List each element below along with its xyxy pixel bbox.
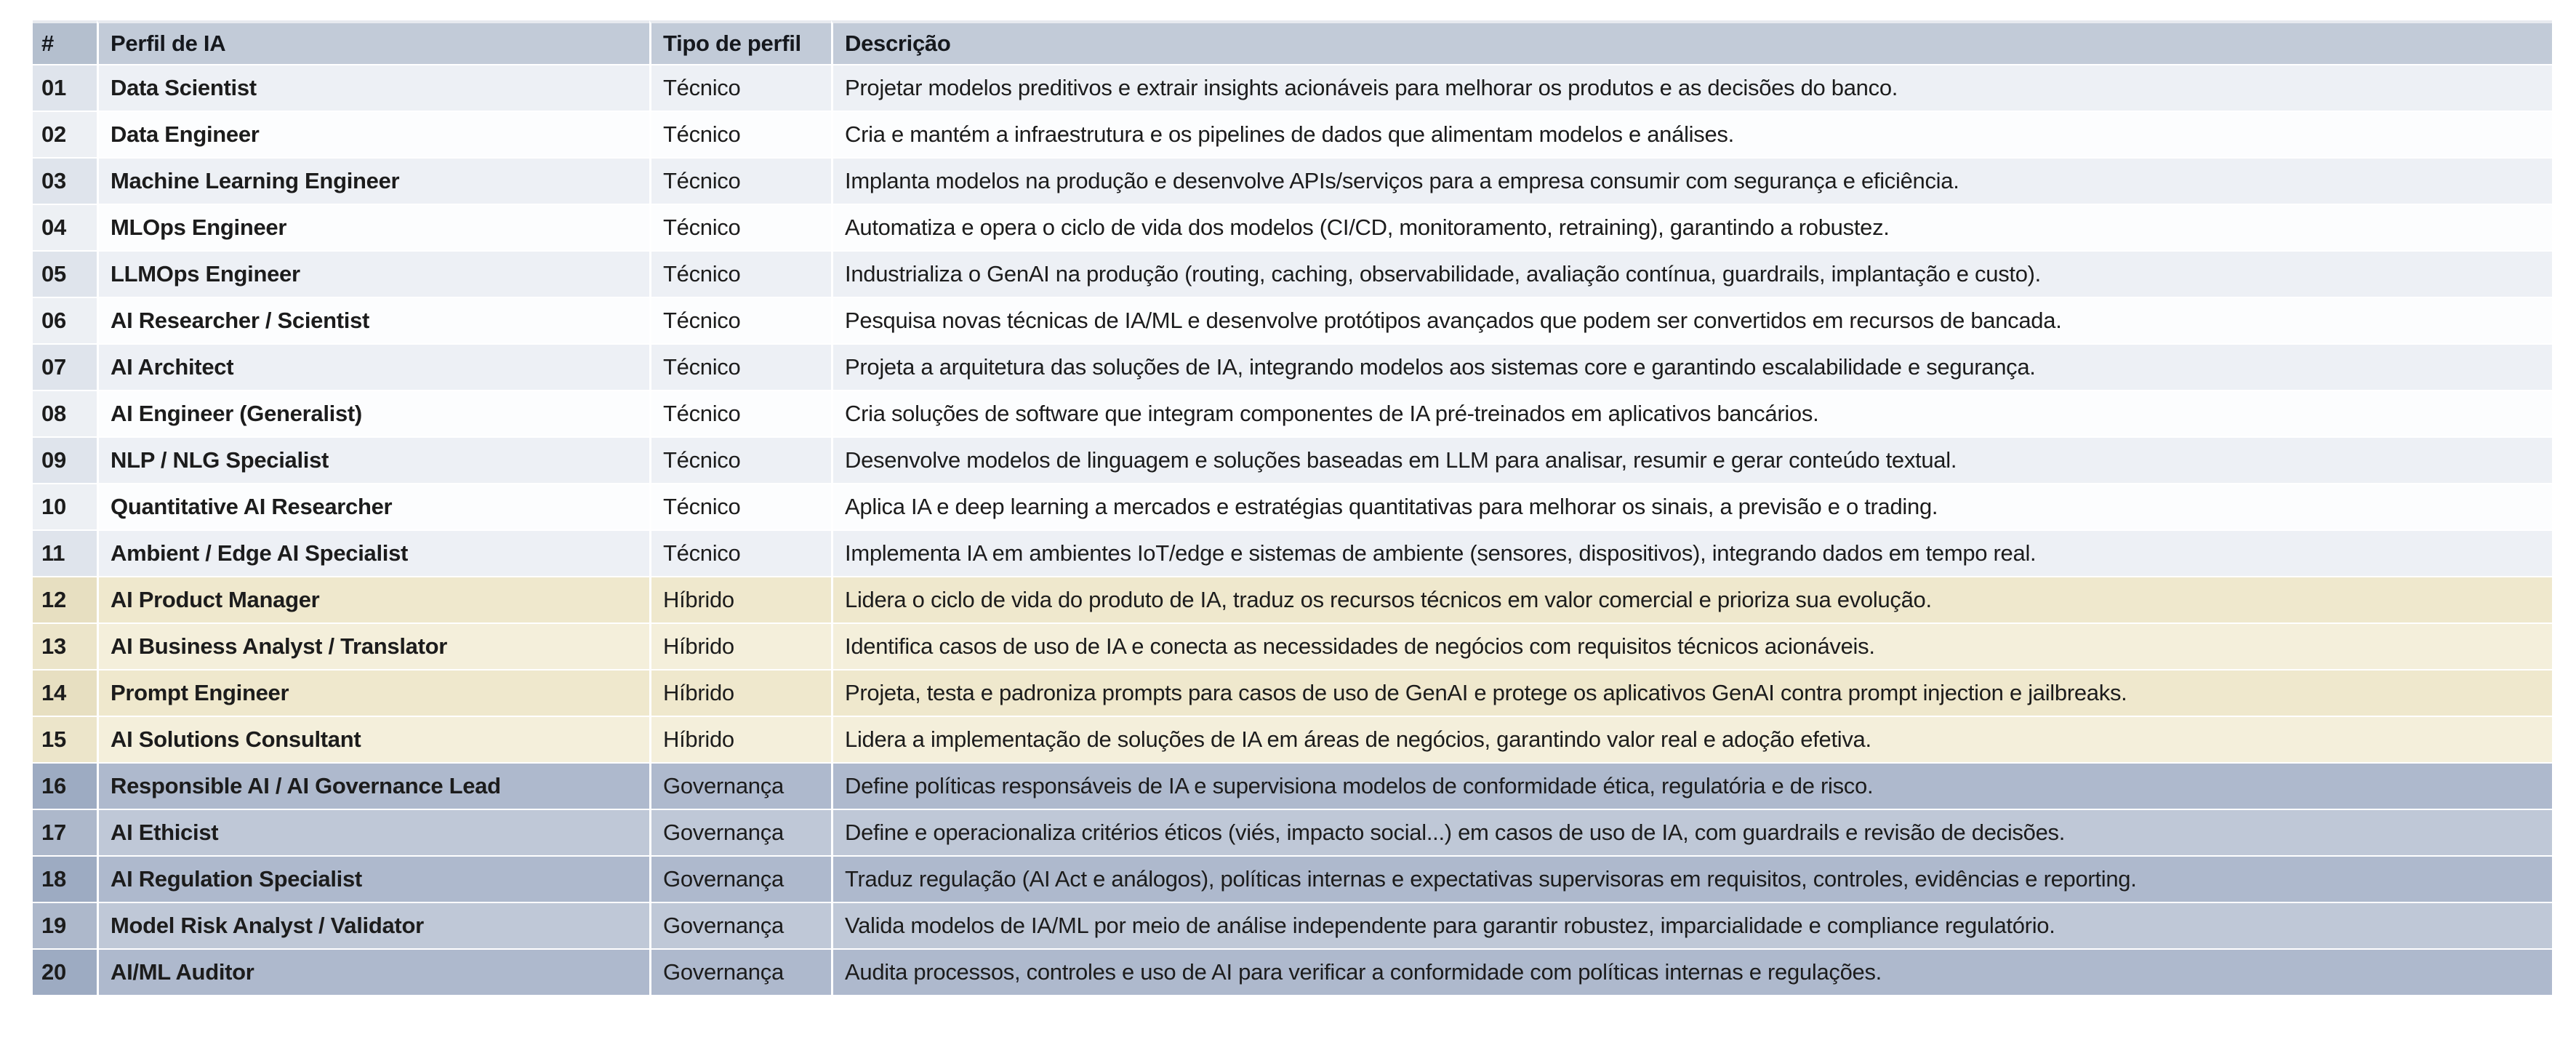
type-cell: Técnico xyxy=(649,343,831,390)
profile-cell: Responsible AI / AI Governance Lead xyxy=(97,762,649,809)
description-cell: Define políticas responsáveis de IA e supervisiona modelos de conformidade ética, regulatória e de risco. xyxy=(831,762,2552,809)
profile-cell: Data Scientist xyxy=(97,64,649,111)
description-cell: Pesquisa novas técnicas de IA/ML e desenvolve protótipos avançados que podem ser convertidos em recursos de bancada. xyxy=(831,297,2552,343)
header-description: Descrição xyxy=(831,20,2552,64)
row-number-cell: 13 xyxy=(33,622,97,669)
table-row xyxy=(33,855,2552,902)
profile-cell: Model Risk Analyst / Validator xyxy=(97,902,649,948)
table-row xyxy=(33,716,2552,762)
description-cell: Projeta a arquitetura das soluções de IA, integrando modelos aos sistemas core e garantindo escalabilidade e segurança. xyxy=(831,343,2552,390)
profile-cell: AI Product Manager xyxy=(97,576,649,622)
description-cell: Projetar modelos preditivos e extrair insights acionáveis para melhorar os produtos e as decisões do banco. xyxy=(831,64,2552,111)
type-cell: Técnico xyxy=(649,390,831,436)
table-row xyxy=(33,204,2552,250)
profile-cell: Machine Learning Engineer xyxy=(97,157,649,204)
description-cell: Identifica casos de uso de IA e conecta as necessidades de negócios com requisitos técnicos acionáveis. xyxy=(831,622,2552,669)
row-number-cell: 01 xyxy=(33,64,97,111)
table-body xyxy=(33,64,2552,995)
profile-cell: Data Engineer xyxy=(97,111,649,157)
row-number-cell: 19 xyxy=(33,902,97,948)
row-number-cell: 04 xyxy=(33,204,97,250)
table-row xyxy=(33,576,2552,622)
row-number-cell: 12 xyxy=(33,576,97,622)
profile-cell: AI Business Analyst / Translator xyxy=(97,622,649,669)
description-cell: Cria e mantém a infraestrutura e os pipelines de dados que alimentam modelos e análises. xyxy=(831,111,2552,157)
table-row xyxy=(33,622,2552,669)
ai-profiles-table xyxy=(33,20,2552,995)
description-cell: Desenvolve modelos de linguagem e soluções baseadas em LLM para analisar, resumir e gerar conteúdo textual. xyxy=(831,436,2552,483)
profile-cell: LLMOps Engineer xyxy=(97,250,649,297)
type-cell: Híbrido xyxy=(649,669,831,716)
type-cell: Técnico xyxy=(649,483,831,529)
header-row xyxy=(33,20,2552,64)
description-cell: Cria soluções de software que integram componentes de IA pré-treinados em aplicativos bancários. xyxy=(831,390,2552,436)
type-cell: Técnico xyxy=(649,436,831,483)
profile-cell: NLP / NLG Specialist xyxy=(97,436,649,483)
header-profile-type: Tipo de perfil xyxy=(649,20,831,64)
profile-cell: Prompt Engineer xyxy=(97,669,649,716)
description-cell: Valida modelos de IA/ML por meio de análise independente para garantir robustez, imparcialidade e compliance regulatório. xyxy=(831,902,2552,948)
table-row xyxy=(33,483,2552,529)
table-row xyxy=(33,157,2552,204)
row-number-cell: 11 xyxy=(33,529,97,576)
description-cell: Implanta modelos na produção e desenvolve APIs/serviços para a empresa consumir com segurança e eficiência. xyxy=(831,157,2552,204)
table-header xyxy=(33,20,2552,64)
row-number-cell: 07 xyxy=(33,343,97,390)
description-cell: Industrializa o GenAI na produção (routing, caching, observabilidade, avaliação contínua, guardrails, implantação e custo). xyxy=(831,250,2552,297)
table-row xyxy=(33,250,2552,297)
profile-cell: AI Architect xyxy=(97,343,649,390)
type-cell: Híbrido xyxy=(649,576,831,622)
table-row xyxy=(33,669,2552,716)
type-cell: Técnico xyxy=(649,529,831,576)
profile-cell: AI/ML Auditor xyxy=(97,948,649,995)
row-number-cell: 09 xyxy=(33,436,97,483)
table-row xyxy=(33,111,2552,157)
description-cell: Aplica IA e deep learning a mercados e estratégias quantitativas para melhorar os sinais, a previsão e o trading. xyxy=(831,483,2552,529)
profile-cell: AI Solutions Consultant xyxy=(97,716,649,762)
description-cell: Implementa IA em ambientes IoT/edge e sistemas de ambiente (sensores, dispositivos), integrando dados em tempo real. xyxy=(831,529,2552,576)
type-cell: Governança xyxy=(649,855,831,902)
row-number-cell: 16 xyxy=(33,762,97,809)
type-cell: Governança xyxy=(649,762,831,809)
description-cell: Automatiza e opera o ciclo de vida dos modelos (CI/CD, monitoramento, retraining), garantindo a robustez. xyxy=(831,204,2552,250)
table-row xyxy=(33,436,2552,483)
row-number-cell: 18 xyxy=(33,855,97,902)
type-cell: Técnico xyxy=(649,250,831,297)
row-number-cell: 06 xyxy=(33,297,97,343)
profile-cell: Ambient / Edge AI Specialist xyxy=(97,529,649,576)
description-cell: Lidera a implementação de soluções de IA em áreas de negócios, garantindo valor real e adoção efetiva. xyxy=(831,716,2552,762)
profile-cell: AI Regulation Specialist xyxy=(97,855,649,902)
description-cell: Lidera o ciclo de vida do produto de IA, traduz os recursos técnicos em valor comercial e prioriza sua evolução. xyxy=(831,576,2552,622)
table-row xyxy=(33,762,2552,809)
table-row xyxy=(33,297,2552,343)
profile-cell: AI Ethicist xyxy=(97,809,649,855)
table-row xyxy=(33,529,2552,576)
header-profile: Perfil de IA xyxy=(97,20,649,64)
type-cell: Governança xyxy=(649,948,831,995)
type-cell: Técnico xyxy=(649,157,831,204)
type-cell: Técnico xyxy=(649,297,831,343)
table-row xyxy=(33,902,2552,948)
row-number-cell: 08 xyxy=(33,390,97,436)
table-row xyxy=(33,64,2552,111)
row-number-cell: 17 xyxy=(33,809,97,855)
type-cell: Técnico xyxy=(649,64,831,111)
type-cell: Técnico xyxy=(649,111,831,157)
type-cell: Híbrido xyxy=(649,716,831,762)
description-cell: Traduz regulação (AI Act e análogos), políticas internas e expectativas supervisoras em requisitos, controles, evidências e reporting. xyxy=(831,855,2552,902)
table-row xyxy=(33,948,2552,995)
type-cell: Governança xyxy=(649,809,831,855)
type-cell: Governança xyxy=(649,902,831,948)
type-cell: Híbrido xyxy=(649,622,831,669)
profile-cell: Quantitative AI Researcher xyxy=(97,483,649,529)
row-number-cell: 03 xyxy=(33,157,97,204)
table-row xyxy=(33,809,2552,855)
type-cell: Técnico xyxy=(649,204,831,250)
profile-cell: AI Engineer (Generalist) xyxy=(97,390,649,436)
row-number-cell: 10 xyxy=(33,483,97,529)
row-number-cell: 14 xyxy=(33,669,97,716)
profile-cell: AI Researcher / Scientist xyxy=(97,297,649,343)
row-number-cell: 20 xyxy=(33,948,97,995)
row-number-cell: 15 xyxy=(33,716,97,762)
description-cell: Audita processos, controles e uso de AI para verificar a conformidade com políticas internas e regulações. xyxy=(831,948,2552,995)
profile-cell: MLOps Engineer xyxy=(97,204,649,250)
profiles-table xyxy=(33,20,2552,995)
description-cell: Define e operacionaliza critérios éticos (viés, impacto social...) em casos de uso de IA, com guardrails e revisão de decisões. xyxy=(831,809,2552,855)
header-number: # xyxy=(33,20,97,64)
table-row xyxy=(33,343,2552,390)
row-number-cell: 02 xyxy=(33,111,97,157)
table-row xyxy=(33,390,2552,436)
description-cell: Projeta, testa e padroniza prompts para casos de uso de GenAI e protege os aplicativos GenAI contra prompt injection e jailbreaks. xyxy=(831,669,2552,716)
row-number-cell: 05 xyxy=(33,250,97,297)
